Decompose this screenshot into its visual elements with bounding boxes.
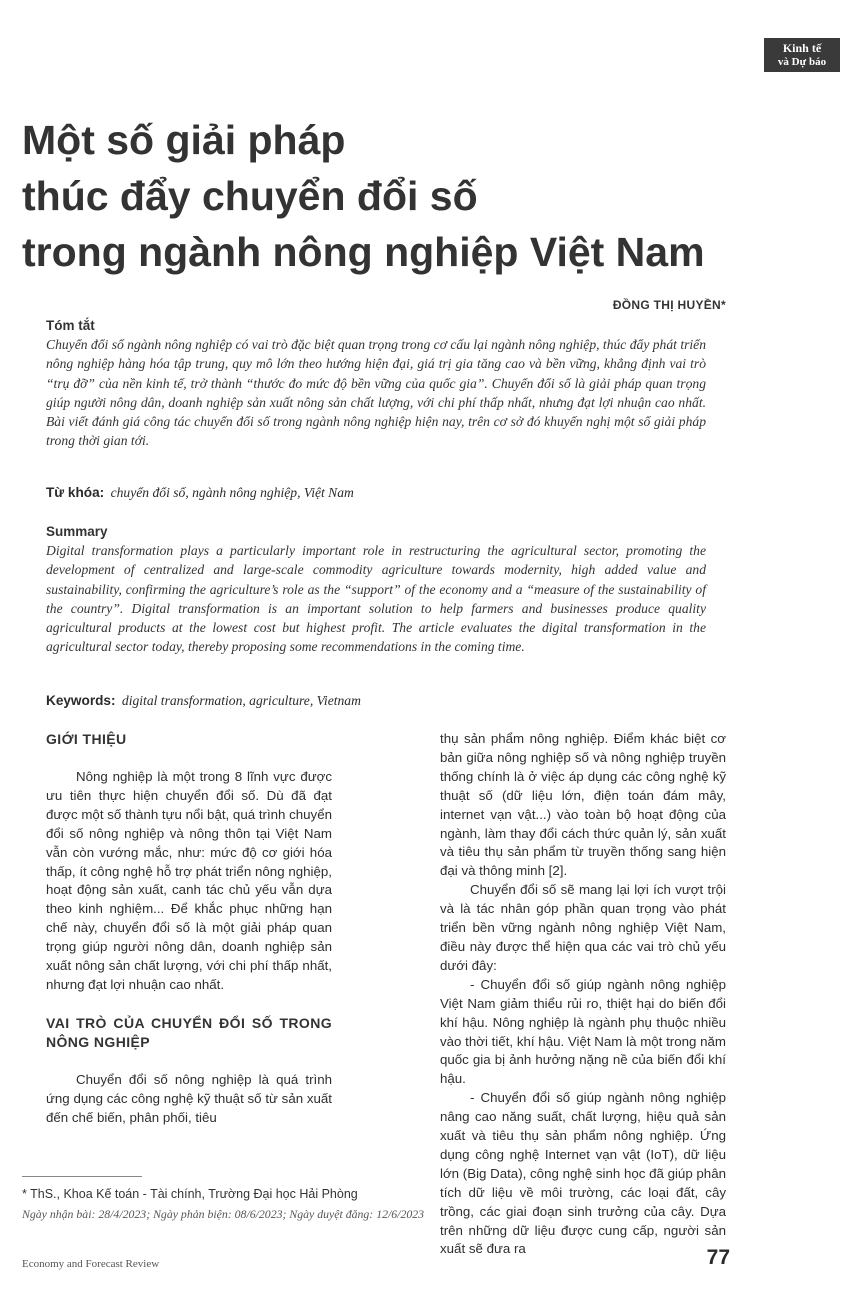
right-paragraph-4: - Chuyển đổi số giúp ngành nông nghiệp nâng cao năng suất, chất lượng, hiệu quả sản xuất và tiêu thụ sản phẩm nông nghiệp. Ứng dụng công nghệ Internet vạn vật (IoT), dữ liệu lớn (Big Data), công nghệ sinh học đã giúp phân tích dữ liệu về môi trường, các loại đất, cây trồng, các giai đoạn sinh trưởng của cây. Dựa trên những dữ liệu được cung cấp, người sản xuất sẽ đưa ra	[440, 1090, 726, 1257]
abstract-en-heading: Summary	[46, 524, 108, 539]
page-number: 77	[706, 1246, 730, 1269]
abstract-vi-heading: Tóm tắt	[46, 318, 95, 333]
footnote-divider	[22, 1176, 142, 1177]
keywords-en-text: digital transformation, agriculture, Vietnam	[121, 693, 361, 708]
journal-logo	[764, 38, 840, 72]
keywords-vi	[46, 485, 706, 501]
abstract-vi	[46, 318, 706, 451]
footnote-dates: Ngày nhận bài: 28/4/2023; Ngày phản biện: 08/6/2023; Ngày duyệt đăng: 12/6/2023	[22, 1207, 425, 1221]
title-line-1: Một số giải pháp	[22, 117, 346, 163]
keywords-en	[46, 693, 706, 709]
logo-line-2: và Dự báo	[777, 56, 827, 68]
right-paragraph-3: - Chuyển đổi số giúp ngành nông nghiệp Việt Nam giảm thiểu rủi ro, thiệt hại do biến đổi khí hậu. Nông nghiệp là ngành phụ thuộc nhiều vào thời tiết, khí hậu. Việt Nam là một trong năm quốc gia bị ảnh hưởng nặng nề của biến đổi khí hậu.	[440, 976, 726, 1087]
keywords-en-label: Keywords:	[46, 693, 116, 708]
article-title	[22, 112, 742, 280]
intro-heading: GIỚI THIỆU	[46, 731, 127, 747]
left-column	[46, 730, 332, 1128]
abstract-en	[46, 524, 706, 657]
keywords-vi-text: chuyển đổi số, ngành nông nghiệp, Việt Nam	[110, 485, 354, 500]
keywords-vi-label: Từ khóa:	[46, 485, 105, 500]
title-line-2: thúc đẩy chuyển đổi số	[22, 173, 478, 219]
author-name: ĐỒNG THỊ HUYỀN*	[612, 298, 726, 312]
logo-line-1: Kinh tế	[782, 41, 822, 55]
right-paragraph-2: Chuyển đổi số sẽ mang lại lợi ích vượt trội và là tác nhân góp phần quan trọng vào phát triển bền vững ngành nông nghiệp Việt Nam, điều này được thể hiện qua các vai trò chủ yếu dưới đây:	[440, 882, 726, 973]
footnote-affiliation: * ThS., Khoa Kế toán - Tài chính, Trường Đại học Hải Phòng	[22, 1187, 358, 1201]
journal-footer: Economy and Forecast Review	[22, 1258, 160, 1270]
role-paragraph: Chuyển đổi số nông nghiệp là quá trình ứng dụng các công nghệ kỹ thuật số từ sản xuất đến chế biến, phân phối, tiêu	[46, 1071, 332, 1125]
title-line-3: trong ngành nông nghiệp Việt Nam	[22, 229, 705, 275]
right-paragraph-1: thụ sản phẩm nông nghiệp. Điểm khác biệt cơ bản giữa nông nghiệp số và nông nghiệp truyền thống chính là ở việc áp dụng các công nghệ kỹ thuật số (dữ liệu lớn, điện toán đám mây, internet vạn vật...) vào toàn bộ hoạt động của ngành, làm thay đổi cách thức quản lý, sản xuất và tiêu thụ sản phẩm từ truyền thống sang hiện đại và thông minh [2].	[440, 731, 726, 879]
role-heading: VAI TRÒ CỦA CHUYỂN ĐỔI SỐ TRONG NÔNG NGHIỆP	[46, 1014, 332, 1050]
abstract-en-text: Digital transformation plays a particularly important role in restructuring the agricultural sector, promoting the development of centralized and large-scale commodity agriculture towards modernity, high added value and sustainability, confirming the agriculture’s role as the “support” of the economy and a “measure of the sustainability of the country”. Digital transformation is an important solution to help farmers and businesses produce quality agricultural products at the lowest cost but highest profit. The article evaluates the digital transformation in the agricultural sector today, thereby proposing some recommendations in the coming time.	[46, 543, 706, 655]
intro-paragraph: Nông nghiệp là một trong 8 lĩnh vực được ưu tiên thực hiện chuyển đổi số. Dù đã đạt được một số thành tựu nổi bật, quá trình chuyển đổi số nông nghiệp và nông thôn tại Việt Nam vẫn còn vướng mắc, như: mức độ cơ giới hóa thấp, ít công nghệ hỗ trợ phát triển nông nghiệp, hoạt động sản xuất, canh tác chủ yếu vẫn dựa theo kinh nghiệm... Để khắc phục những hạn chế này, chuyển đổi số là một giải pháp quan trọng giúp người nông dân, doanh nghiệp sản xuất nông sản chất lượng, với chi phí thấp nhất, nhưng đạt lợi nhuận cao nhất.	[46, 769, 332, 992]
right-column	[440, 730, 726, 1259]
footnote	[22, 1184, 722, 1224]
abstract-vi-text: Chuyển đổi số ngành nông nghiệp có vai trò đặc biệt quan trọng trong cơ cấu lại ngành nông nghiệp, thúc đẩy phát triển nông nghiệp hàng hóa tập trung, quy mô lớn theo hướng hiện đại, giá trị gia tăng cao và bền vững, khẳng định vai trò “trụ đỡ” của nền kinh tế, trở thành “thước đo mức độ bền vững của quốc gia”. Chuyển đổi số là giải pháp quan trọng giúp người nông dân, doanh nghiệp sản xuất nông sản chất lượng, với chi phí thấp nhất, nhưng đạt lợi nhuận cao nhất. Bài viết đánh giá công tác chuyển đổi số trong ngành nông nghiệp hiện nay, trên cơ sở đó khuyến nghị một số giải pháp trong thời gian tới.	[46, 337, 706, 449]
